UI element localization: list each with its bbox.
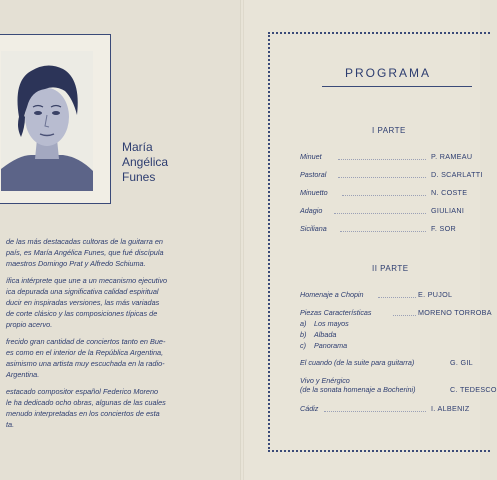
dot-leader <box>378 297 416 298</box>
performer-name-line: Angélica <box>122 155 169 169</box>
programme-title-rule <box>322 86 472 87</box>
sub-item-title: Los mayos <box>314 319 349 328</box>
composer-name: P. RAMEAU <box>431 152 473 161</box>
piece-title: Adagio <box>300 206 323 215</box>
biography-line: de las más destacadas cultoras de la guitarra en <box>6 237 163 246</box>
piece-title: Minuetto <box>300 188 328 197</box>
portrait-frame <box>0 34 111 204</box>
programme-item <box>300 188 480 199</box>
biography-line: le ha dedicado ocho obras, algunas de las cuales <box>6 398 166 407</box>
biography <box>0 236 216 436</box>
piece-title: Pastoral <box>300 170 327 179</box>
composer-name: E. PUJOL <box>418 290 453 299</box>
piece-title: Siciliana <box>300 224 327 233</box>
page-fold <box>240 0 244 480</box>
sub-item <box>300 319 349 328</box>
biography-line: frecido gran cantidad de conciertos tanto en Bue- <box>6 337 166 346</box>
piece-title: Vivo y Enérgico <box>300 376 350 385</box>
biography-paragraph <box>0 275 216 330</box>
programme-item <box>300 290 480 301</box>
portrait-illustration <box>1 51 93 191</box>
biography-line: maestros Domingo Prat y Alfredo Schiuma. <box>6 259 146 268</box>
biography-paragraph <box>0 236 216 269</box>
biography-line: de corte clásico y las composiciones típicas de <box>6 309 158 318</box>
biography-line: es como en el interior de la República Argentina, <box>6 348 164 357</box>
composer-name: G. GIL <box>450 358 473 367</box>
sub-item-title: Albada <box>314 330 337 339</box>
biography-line: menudo interpretadas en los conciertos de esta <box>6 409 160 418</box>
composer-name: MORENO TORROBA <box>418 308 492 317</box>
programme-title: PROGRAMA <box>345 66 432 80</box>
portrait-photo <box>1 51 93 191</box>
composer-name: C. TEDESCO <box>450 385 497 394</box>
sub-item-letter: a) <box>300 319 307 328</box>
sub-item <box>300 330 336 339</box>
biography-line: asimismo una artista muy escuchada en la radio- <box>6 359 165 368</box>
piece-title: (de la sonata homenaje a Bocherini) <box>300 385 416 394</box>
piece-title: Homenaje a Chopin <box>300 290 364 299</box>
dot-leader <box>334 213 426 214</box>
sub-item-letter: b) <box>300 330 307 339</box>
biography-line: Argentina. <box>6 370 40 379</box>
composer-name: GIULIANI <box>431 206 465 215</box>
piece-title: Minuet <box>300 152 322 161</box>
piece-title: Piezas Características <box>300 308 372 317</box>
sub-item <box>300 341 347 350</box>
dot-leader <box>324 411 426 412</box>
biography-line: estacado compositor español Federico Moreno <box>6 387 159 396</box>
piece-title: Cádiz <box>300 404 319 413</box>
programme-item <box>300 385 497 396</box>
biography-line: ífica intérprete que une a un mecanismo ejecutivo <box>6 276 168 285</box>
performer-name-line: María <box>122 140 153 154</box>
dot-leader <box>393 315 416 316</box>
biography-line: ica depurada una significativa calidad espiritual <box>6 287 159 296</box>
programme-item <box>300 358 480 369</box>
dot-leader <box>338 177 426 178</box>
piece-title: El cuando (de la suite para guitarra) <box>300 358 415 367</box>
sub-item-letter: c) <box>300 341 306 350</box>
biography-line: ducir en inspiradas versiones, las más variadas <box>6 298 160 307</box>
composer-name: F. SOR <box>431 224 456 233</box>
programme-item <box>300 404 480 415</box>
composer-name: N. COSTE <box>431 188 468 197</box>
part-one-heading: I PARTE <box>372 126 406 135</box>
performer-name <box>122 140 168 185</box>
sub-item-title: Panorama <box>314 341 348 350</box>
biography-line: propio acervo. <box>6 320 53 329</box>
biography-line: ta. <box>6 420 15 429</box>
biography-line: país, es María Angélica Funes, que fué discípula <box>6 248 164 257</box>
dot-leader <box>338 159 426 160</box>
programme-item <box>300 224 480 235</box>
composer-name: I. ALBENIZ <box>431 404 470 413</box>
performer-name-line: Funes <box>122 170 156 184</box>
programme-item <box>300 152 480 163</box>
biography-paragraph <box>0 386 216 430</box>
programme-item <box>300 308 492 319</box>
programme-item <box>300 206 480 217</box>
programme-item <box>300 170 483 181</box>
dot-leader <box>340 231 426 232</box>
composer-name: D. SCARLATTI <box>431 170 483 179</box>
biography-paragraph <box>0 336 216 380</box>
part-two-heading: II PARTE <box>372 264 409 273</box>
dot-leader <box>342 195 426 196</box>
